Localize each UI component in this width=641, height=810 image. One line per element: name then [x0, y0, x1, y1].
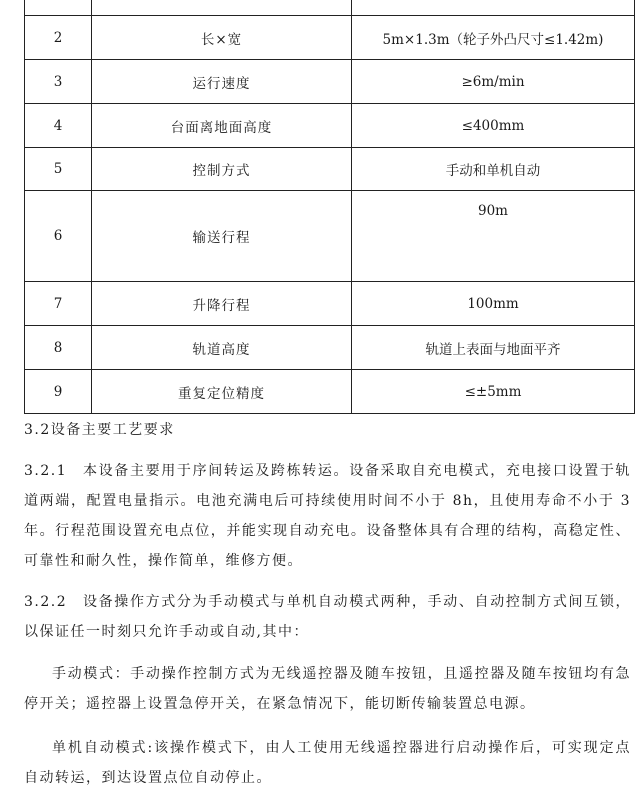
row-item: 运行速度 — [92, 60, 352, 104]
paragraph-3-2-2: 3.2.2 设备操作方式分为手动模式与单机自动模式两种，手动、自动控制方式间互锁，以保证任一时刻只允许手动或自动,其中： — [24, 594, 631, 640]
row-value: ≤±5mm — [352, 370, 635, 414]
table-row — [25, 326, 635, 370]
row-item: 升降行程 — [92, 282, 352, 326]
row-number: 9 — [25, 370, 92, 414]
row-value: 100mm — [352, 282, 635, 326]
row-value — [352, 0, 635, 16]
paragraph-3-2-1: 3.2.1 本设备主要用于序间转运及跨栋转运。设备采取自充电模式，充电接口设置于轨道两端，配置电量指示。电池充满电后可持续使用时间不小于 8h，且使用寿命不小于 3 年。行程范围设置充电点位，并能实现自动充电。设备整体具有合理的结构，高稳定性、可靠性和耐久性，操作简单，维修方便。 — [24, 463, 631, 569]
row-item: 重复定位精度 — [92, 370, 352, 414]
row-value: 手动和单机自动 — [352, 148, 635, 191]
paragraph-manual-mode: 手动模式：手动操作控制方式为无线遥控器及随车按钮，且遥控器及随车按钮均有急停开关；遥控器上设置急停开关，在紧急情况下，能切断传输装置总电源。 — [24, 666, 631, 712]
table-row — [25, 282, 635, 326]
paragraph-auto-mode: 单机自动模式:该操作模式下，由人工使用无线遥控器进行启动操作后，可实现定点自动转运，到达设置点位自动停止。 — [24, 740, 631, 786]
spec-table — [24, 0, 635, 414]
row-value: 轨道上表面与地面平齐 — [352, 326, 635, 370]
table-row — [25, 16, 635, 60]
table-row — [25, 191, 635, 282]
row-value: 90m — [352, 191, 635, 282]
row-number: 5 — [25, 148, 92, 191]
row-number: 4 — [25, 104, 92, 148]
table-row — [25, 0, 635, 16]
row-number: 2 — [25, 16, 92, 60]
row-item — [92, 0, 352, 16]
row-number: 6 — [25, 191, 92, 282]
row-item: 长×宽 — [92, 16, 352, 60]
row-item: 轨道高度 — [92, 326, 352, 370]
table-row — [25, 148, 635, 191]
row-item: 台面离地面高度 — [92, 104, 352, 148]
table-row — [25, 60, 635, 104]
row-number: 3 — [25, 60, 92, 104]
row-value: 5m×1.3m（轮子外凸尺寸≤1.42m) — [352, 16, 635, 60]
row-item: 输送行程 — [92, 191, 352, 282]
row-number: 8 — [25, 326, 92, 370]
row-item: 控制方式 — [92, 148, 352, 191]
table-row — [25, 104, 635, 148]
table-row — [25, 370, 635, 414]
row-value: ≤400mm — [352, 104, 635, 148]
row-number: 7 — [25, 282, 92, 326]
section-title: 3.2设备主要工艺要求 — [24, 422, 175, 438]
row-number — [25, 0, 92, 16]
row-value: ≥6m/min — [352, 60, 635, 104]
